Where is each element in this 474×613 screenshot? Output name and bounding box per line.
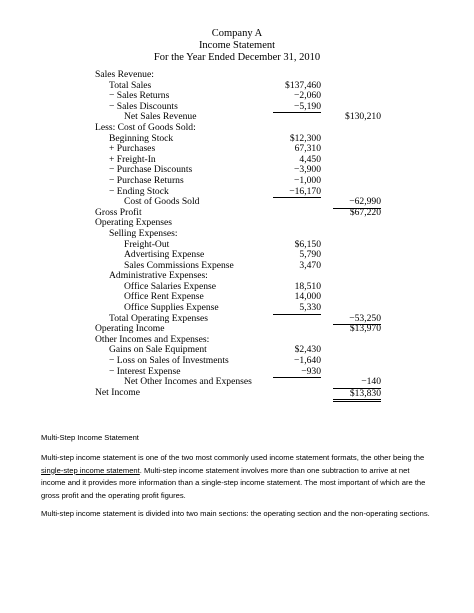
statement-row — [0, 123, 474, 134]
detail-amount: $137,460 — [285, 79, 321, 91]
statement-row — [0, 356, 474, 367]
total-amount — [333, 176, 381, 187]
detail-amount: 67,310 — [294, 143, 321, 155]
total-amount — [333, 155, 381, 166]
row-label: − Ending Stock — [109, 185, 169, 197]
total-amount: −62,990 — [333, 197, 381, 209]
statement-row — [0, 208, 474, 219]
statement-row — [0, 388, 474, 399]
statement-row — [0, 112, 474, 123]
statement-title: Income Statement — [198, 40, 276, 51]
statement-row — [0, 70, 474, 81]
detail-amount: 4,450 — [299, 153, 321, 165]
row-label: Net Sales Revenue — [124, 111, 197, 123]
total-amount — [333, 229, 381, 240]
row-label: Other Incomes and Expenses: — [95, 333, 210, 345]
detail-amount: 5,330 — [273, 303, 321, 315]
statement-row — [0, 144, 474, 155]
detail-amount — [273, 218, 321, 229]
detail-amount: $12,300 — [289, 132, 321, 144]
detail-amount: $6,150 — [294, 238, 321, 250]
statement-row — [0, 81, 474, 92]
row-label: + Freight-In — [109, 153, 156, 165]
statement-row — [0, 335, 474, 346]
total-amount: −140 — [333, 377, 381, 389]
detail-amount: −2,060 — [294, 90, 321, 102]
total-amount — [333, 240, 381, 251]
detail-amount: 5,790 — [299, 249, 321, 261]
statement-row — [0, 197, 474, 208]
detail-amount: 14,000 — [294, 291, 321, 303]
paragraph-text: Multi-step income statement is one of the two most commonly used income statement formats, the other being the — [41, 453, 425, 462]
total-amount — [333, 165, 381, 176]
row-label: Operating Income — [95, 323, 165, 335]
single-step-income-statement-link[interactable]: single-step income statement — [41, 465, 140, 475]
row-label: Office Supplies Expense — [124, 302, 219, 314]
row-label: − Purchase Returns — [109, 174, 184, 186]
detail-amount: −1,000 — [294, 174, 321, 186]
notes-title: Multi-Step Income Statement — [41, 433, 139, 442]
statement-row — [0, 377, 474, 388]
detail-amount — [273, 112, 321, 123]
row-label: − Purchase Discounts — [109, 164, 193, 176]
statement-row — [0, 102, 474, 113]
detail-amount: 18,510 — [294, 280, 321, 292]
paragraph-text: . Multi-step income statement involves more than one subtraction to arrive at net income and it provides more information than a single-step income statement. The most important of which are the gross profit and the operating profit figures. — [41, 465, 426, 500]
notes-paragraph-2: Multi-step income statement is divided into two main sections: the operating section and the non-operating sections. — [41, 509, 430, 518]
row-label: Operating Expenses — [95, 217, 172, 229]
row-label: Office Rent Expense — [124, 291, 204, 303]
row-label: Gross Profit — [95, 206, 142, 218]
row-label: Sales Revenue: — [95, 69, 154, 80]
row-label: − Loss on Sales of Investments — [109, 355, 229, 367]
notes-paragraph-1 — [41, 452, 435, 502]
total-amount — [333, 292, 381, 303]
statement-row — [0, 229, 474, 240]
detail-amount — [273, 197, 321, 208]
total-amount — [333, 123, 381, 134]
detail-amount: −5,190 — [273, 102, 321, 114]
row-label: Cost of Goods Sold — [124, 196, 200, 208]
detail-amount: $2,430 — [294, 344, 321, 356]
detail-amount — [273, 314, 321, 325]
statement-row — [0, 292, 474, 303]
detail-amount — [273, 229, 321, 240]
detail-amount — [273, 388, 321, 399]
row-label: Less: Cost of Goods Sold: — [95, 121, 196, 133]
row-label: Freight-Out — [124, 238, 170, 250]
row-label: Office Salaries Expense — [124, 280, 216, 292]
total-amount — [333, 356, 381, 367]
total-amount — [333, 144, 381, 155]
total-amount — [333, 218, 381, 229]
total-amount — [333, 70, 381, 81]
row-label: Advertising Expense — [124, 249, 205, 261]
total-amount: $130,210 — [345, 111, 381, 123]
detail-amount — [273, 377, 321, 388]
row-label: Beginning Stock — [109, 132, 174, 144]
detail-amount — [273, 324, 321, 335]
detail-amount: −3,900 — [294, 164, 321, 176]
company-name: Company A — [211, 28, 263, 39]
detail-amount: −930 — [273, 367, 321, 379]
total-amount — [333, 282, 381, 293]
detail-amount — [273, 208, 321, 219]
statement-row — [0, 187, 474, 198]
row-label: − Sales Returns — [109, 90, 170, 102]
row-label: Total Sales — [109, 79, 152, 91]
statement-row — [0, 303, 474, 314]
detail-amount: 3,470 — [299, 259, 321, 271]
total-amount — [333, 81, 381, 92]
statement-row — [0, 240, 474, 251]
statement-row — [0, 282, 474, 293]
row-label: − Sales Discounts — [109, 100, 178, 112]
total-amount — [333, 345, 381, 356]
detail-amount: −16,170 — [273, 187, 321, 199]
row-label: Sales Commissions Expense — [124, 259, 234, 271]
statement-row — [0, 176, 474, 187]
row-label: + Purchases — [109, 143, 156, 155]
statement-row — [0, 345, 474, 356]
row-label: Administrative Expenses: — [109, 270, 208, 282]
statement-row — [0, 250, 474, 261]
detail-amount: −1,640 — [294, 355, 321, 367]
statement-row — [0, 261, 474, 272]
total-amount: $67,220 — [349, 206, 381, 218]
row-label: Selling Expenses: — [109, 227, 178, 239]
statement-row — [0, 324, 474, 335]
statement-row — [0, 155, 474, 166]
detail-amount — [273, 123, 321, 134]
row-label: − Interest Expense — [109, 365, 181, 377]
total-amount — [333, 91, 381, 102]
income-statement-table — [0, 70, 474, 398]
statement-row — [0, 91, 474, 102]
detail-amount — [273, 70, 321, 81]
statement-row — [0, 271, 474, 282]
row-label: Net Other Incomes and Expenses — [124, 376, 252, 388]
total-amount — [333, 134, 381, 145]
total-amount: $13,830 — [333, 388, 381, 403]
total-amount — [333, 261, 381, 272]
row-label: Net Income — [95, 386, 141, 398]
statement-row — [0, 314, 474, 325]
total-amount — [333, 335, 381, 346]
total-amount: −53,250 — [333, 314, 381, 326]
statement-period: For the Year Ended December 31, 2010 — [153, 52, 321, 63]
statement-row — [0, 134, 474, 145]
total-amount — [333, 250, 381, 261]
row-label: Gains on Sale Equipment — [109, 344, 207, 356]
statement-row — [0, 218, 474, 229]
total-amount — [333, 271, 381, 282]
statement-row — [0, 165, 474, 176]
total-amount: $13,970 — [349, 323, 381, 335]
row-label: Total Operating Expenses — [109, 312, 208, 324]
